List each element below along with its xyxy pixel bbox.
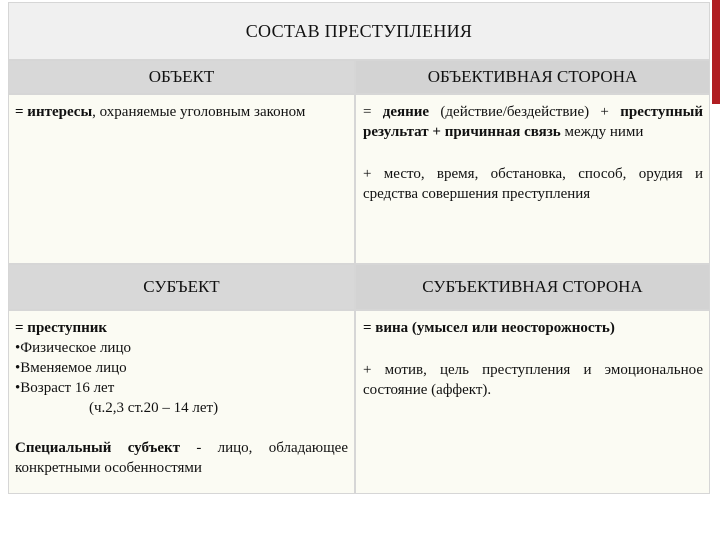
object-heading: ОБЪЕКТ <box>8 60 355 94</box>
subjective-side-description <box>355 310 710 494</box>
special-subject-definition: - лицо, обладающее конкретными особенностями <box>15 440 348 476</box>
subject-age-note: (ч.2,3 ст.20 – 14 лет) <box>89 400 219 416</box>
crime-composition-table <box>8 2 710 494</box>
list-item: • Вменяемое лицо <box>15 358 348 378</box>
list-item: • Возраст 16 лет <box>15 378 348 398</box>
list-item: • Физическое лицо <box>15 338 348 358</box>
subjective-side-extra: + мотив, цель преступления и эмоциональное состояние (аффект). <box>363 362 703 398</box>
subject-description <box>8 310 355 494</box>
object-lead: = интересы <box>15 104 93 120</box>
subjective-side-heading: СУБЪЕКТИВНАЯ СТОРОНА <box>355 264 710 310</box>
objective-side-act: деяние <box>382 104 430 120</box>
objective-side-main <box>363 102 703 142</box>
special-subject <box>15 438 348 478</box>
objective-side-heading: ОБЪЕКТИВНАЯ СТОРОНА <box>355 60 710 94</box>
subject-heading: СУБЪЕКТ <box>8 264 355 310</box>
accent-bar <box>712 0 720 104</box>
table-title: СОСТАВ ПРЕСТУПЛЕНИЯ <box>8 2 710 60</box>
object-text <box>15 102 348 122</box>
objective-side-description <box>355 94 710 264</box>
object-description <box>8 94 355 264</box>
subjective-side-lead: = вина (умысел или неосторожность) <box>363 320 615 336</box>
objective-side-result-rest: между ними <box>564 124 644 140</box>
objective-side-extra: + место, время, обстановка, способ, орудия и средства совершения преступления <box>363 166 703 202</box>
objective-side-result: преступный результат + причинная связь <box>363 104 703 140</box>
object-lead-rest: , охраняемые уголовным законом <box>92 104 306 120</box>
objective-side-eq: = <box>363 104 383 120</box>
subject-lead: = преступник <box>15 320 108 336</box>
special-subject-term: Специальный субъект <box>15 440 181 456</box>
objective-side-act-rest: (действие/бездействие) + <box>429 104 609 120</box>
